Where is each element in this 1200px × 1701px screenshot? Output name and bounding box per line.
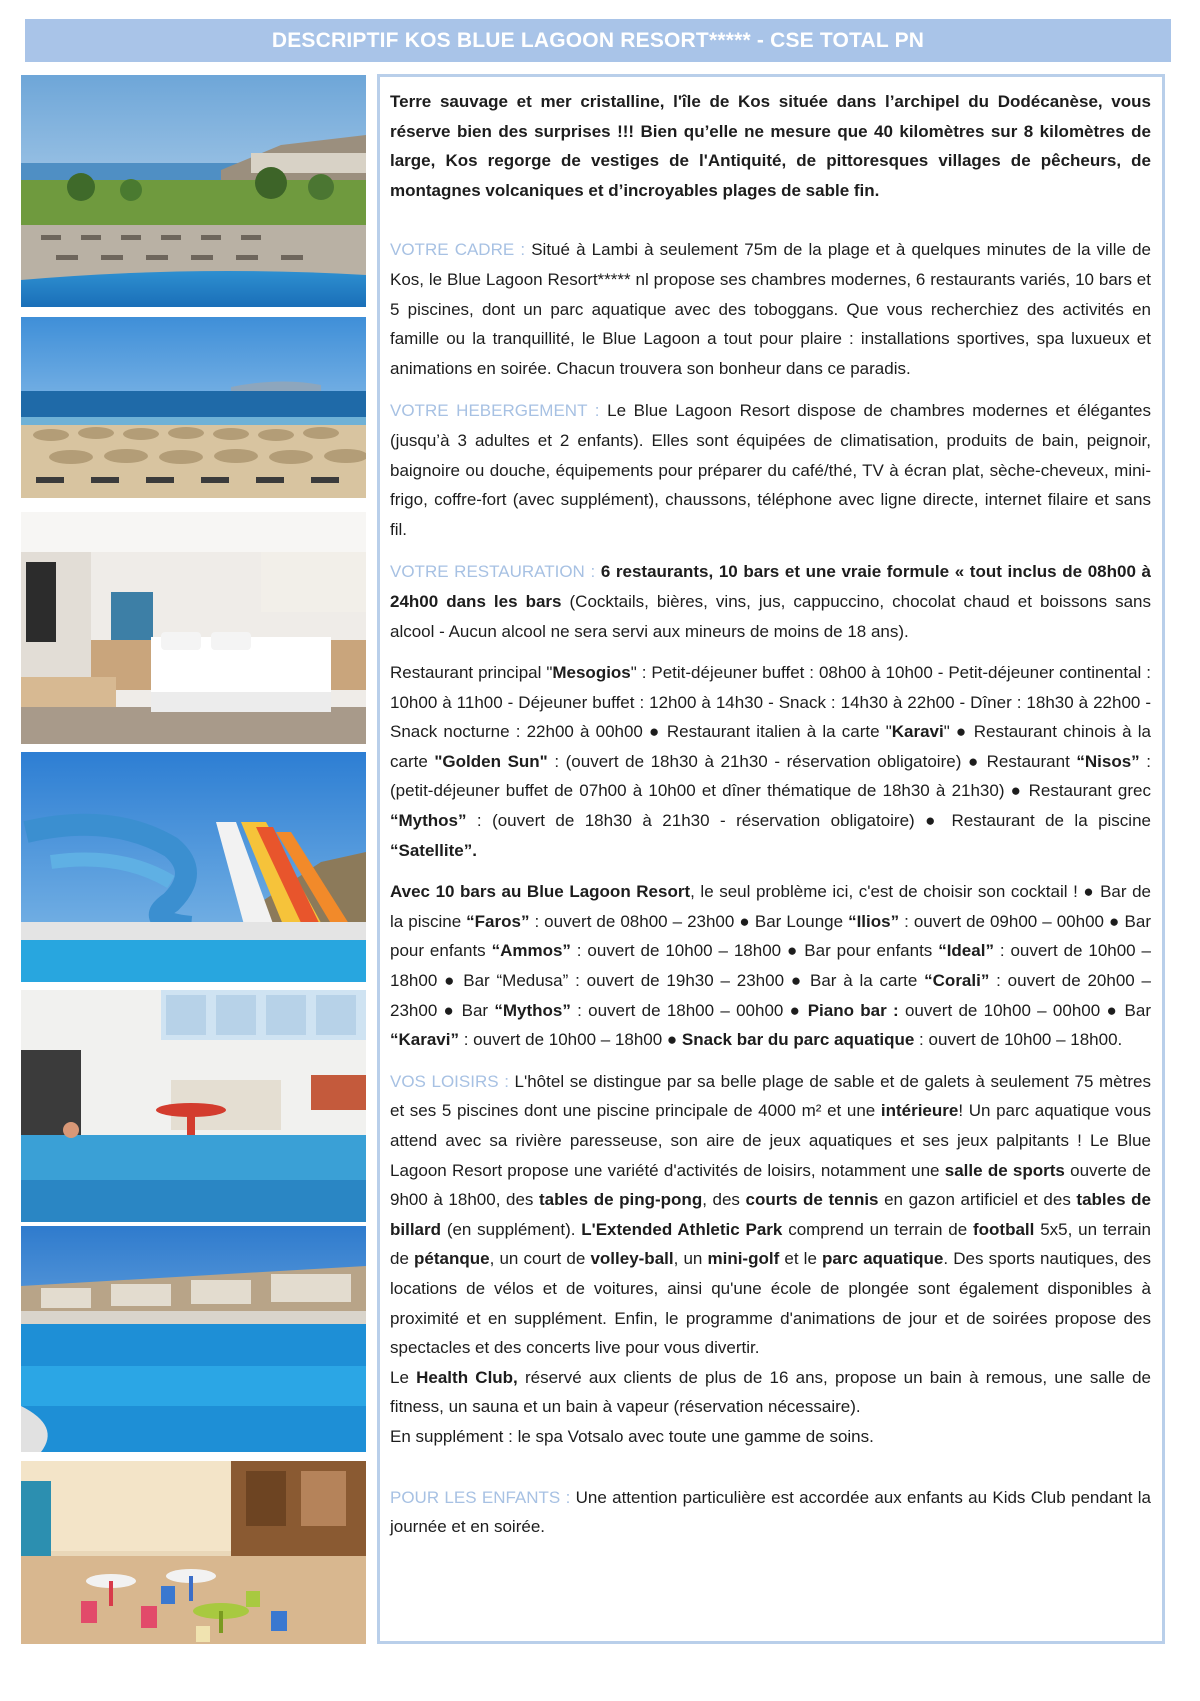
restaurants-text: : (ouvert de 18h30 à 21h30 - réservation obligatoire) ● Restaurant de la piscine (466, 811, 1151, 831)
loisirs-text: et le (779, 1249, 823, 1269)
restauration-bold-text: 6 restaurants, 10 bars et une vraie formule « tout inclus de 08h00 à 24h00 dans les bars (390, 562, 1151, 611)
bars-text: : ouvert de 10h00 – 18h00 ● (458, 1030, 682, 1050)
loisirs-text: (en supplément). (441, 1219, 582, 1239)
photo-indoor-pool (21, 990, 366, 1222)
cadre-section (390, 235, 1151, 383)
loisirs-label: VOS LOISIRS : (390, 1071, 509, 1091)
loisirs-highlight: parc aquatique (822, 1249, 944, 1269)
enfants-label: POUR LES ENFANTS : (390, 1487, 571, 1507)
loisirs-highlight: volley-ball (590, 1249, 674, 1269)
loisirs-highlight: L'Extended Athletic Park (581, 1219, 783, 1239)
loisirs-text: en gazon artificiel et des (878, 1190, 1077, 1210)
document-title: DESCRIPTIF KOS BLUE LAGOON RESORT***** - CSE TOTAL PN (25, 19, 1171, 62)
photo-resort-pool-view (21, 75, 366, 307)
restaurants-paragraph (390, 658, 1151, 865)
bar-corali: “Corali” (924, 971, 990, 991)
restaurants-text: " ● Restaurant chinois à la carte (390, 722, 1151, 771)
restaurants-text: : (petit-déjeuner buffet de 07h00 à 10h00 et dîner thématique de 18h30 à 21h30) ● Restaurant grec (390, 751, 1151, 801)
bars-intro: Avec 10 bars au Blue Lagoon Resort (390, 882, 691, 902)
restaurant-mesogios: Mesogios (552, 663, 631, 683)
loisirs-highlight: courts de tennis (745, 1190, 879, 1210)
loisirs-highlight: salle de sports (944, 1160, 1065, 1180)
loisirs-highlight: tables de ping-pong (539, 1190, 703, 1210)
health-text: réservé aux clients de plus de 16 ans, propose un bain à remous, une salle de fitness, un sauna et un bain à vapeur (réservation nécessaire). (390, 1367, 1151, 1417)
bars-text: , le seul problème ici, c'est de choisir son cocktail ! ● Bar de la piscine (390, 882, 1151, 931)
bar-faros: “Faros” (466, 911, 530, 931)
photo-water-slides (21, 752, 366, 982)
enfants-section (390, 1483, 1151, 1542)
bars-text: : ouvert de 09h00 – 00h00 ● Bar pour enfants (390, 911, 1151, 961)
restaurant-golden-sun: "Golden Sun" (434, 751, 548, 771)
health-club-paragraph (390, 1363, 1151, 1422)
photo-hotel-room (21, 512, 366, 744)
photo-kids-club (21, 1461, 366, 1644)
restaurants-text: " : Petit-déjeuner buffet : 08h00 à 10h00 - Petit-déjeuner continental : 10h00 à 11h00 - Déjeuner buffet : 12h00 à 14h30 - Snack : 14h30 à 22h00 - Dîner : 18h30 à 22h00 - Snack nocturne : 22h00 à 00h00 ● Restaurant italien à la carte " (390, 663, 1151, 742)
loisirs-text: , des (702, 1190, 746, 1210)
restaurant-satellite: “Satellite”. (390, 840, 477, 860)
restaurants-text: : (ouvert de 18h30 à 21h30 - réservation obligatoire) ● Restaurant (547, 751, 1077, 771)
health-text: Le (390, 1367, 417, 1387)
loisirs-text: , un court de (489, 1249, 591, 1269)
spa-paragraph: En supplément : le spa Votsalo avec toute une gamme de soins. (390, 1426, 874, 1446)
bars-text: : ouvert de 08h00 – 23h00 ● Bar Lounge (529, 911, 849, 931)
bar-ilios: “Ilios” (848, 911, 900, 931)
loisirs-highlight: pétanque (414, 1249, 490, 1269)
restaurant-nisos: “Nisos” (1076, 751, 1140, 771)
photo-outdoor-pool (21, 1226, 366, 1452)
loisirs-highlight: football (973, 1219, 1035, 1239)
restaurant-mythos: “Mythos” (390, 811, 467, 831)
loisirs-highlight: mini-golf (707, 1249, 780, 1269)
enfants-text: Une attention particulière est accordée aux enfants au Kids Club pendant la journée et en soirée. (390, 1487, 1151, 1537)
loisirs-text: . Des sports nautiques, des locations de vélos et de voitures, ainsi qu'une école de plongée sont également disponibles à proximité et en supplément. Enfin, le programme d'animations de jour et de soirées propose des spectacles et des concerts live pour vous divertir. (390, 1249, 1151, 1358)
bars-text: : ouvert de 10h00 – 18h00 ● Bar pour enfants (570, 941, 939, 961)
cadre-label: VOTRE CADRE : (390, 240, 526, 260)
bars-text: : ouvert de 10h00 – 18h00. (914, 1030, 1123, 1050)
restauration-section (390, 557, 1151, 646)
loisirs-text: , un (673, 1249, 708, 1269)
bar-karavi: “Karavi” (390, 1030, 459, 1050)
hebergement-label: VOTRE HEBERGEMENT : (390, 401, 600, 421)
loisirs-text: ! Un parc aquatique vous attend avec sa rivière paresseuse, son aire de jeux aquatiques et ses jeux palpitants ! Le Blue Lagoon Resort propose une variété d'activités de loisirs, notamment une (390, 1101, 1151, 1180)
restaurants-text: Restaurant principal " (390, 663, 553, 683)
bar-mythos: “Mythos” (494, 1000, 571, 1020)
health-club-label: Health Club, (416, 1367, 518, 1387)
bar-ammos: “Ammos” (491, 941, 571, 961)
restaurant-karavi: Karavi (891, 722, 944, 742)
bars-paragraph (390, 877, 1151, 1055)
loisirs-section (390, 1067, 1151, 1363)
loisirs-highlight: intérieure (880, 1101, 959, 1121)
bar-snack-parc: Snack bar du parc aquatique (681, 1030, 915, 1050)
loisirs-text: 5x5, un terrain de (390, 1219, 1152, 1269)
bars-text: ouvert de 10h00 – 00h00 ● Bar (898, 1000, 1151, 1020)
bars-text: : ouvert de 18h00 – 00h00 ● (570, 1000, 808, 1020)
loisirs-text: ouverte de 9h00 à 18h00, des (390, 1160, 1151, 1210)
cadre-text: Situé à Lambi à seulement 75m de la plage et à quelques minutes de la ville de Kos, le Blue Lagoon Resort***** nl propose ses chambres modernes, 6 restaurants variés, 10 bars et 5 piscines, dont un parc aquatique avec des toboggans. Que vous recherchiez des activités en famille ou la tranquillité, le Blue Lagoon a tout pour plaire : installations sportives, spa luxueux et animations en soirée. Chacun trouvera son bonheur dans ce paradis. (390, 240, 1151, 378)
restauration-text: (Cocktails, bières, vins, jus, cappuccino, chocolat chaud et boissons sans alcool - Aucun alcool ne sera servi aux mineurs de moins de 18 ans). (390, 591, 1152, 641)
hebergement-section (390, 396, 1151, 544)
loisirs-text: L'hôtel se distingue par sa belle plage de sable et de galets à seulement 75 mètres et ses 5 piscines dont une piscine principale de 4000 m² et une (390, 1071, 1151, 1121)
bar-piano: Piano bar : (807, 1000, 899, 1020)
loisirs-highlight: tables de billard (390, 1190, 1151, 1239)
photo-beach-umbrellas (21, 317, 366, 498)
bar-ideal: “Ideal” (938, 941, 994, 961)
bars-text: : ouvert de 10h00 – 18h00 ● Bar “Medusa” : ouvert de 19h30 – 23h00 ● Bar à la carte (390, 941, 1151, 991)
intro-paragraph: Terre sauvage et mer cristalline, l'île de Kos située dans l’archipel du Dodécanèse, vous réserve bien des surprises !!! Bien qu’elle ne mesure que 40 kilomètres sur 8 kilomètres de large, Kos regorge de vestiges de l'Antiquité, de pittoresques villages de pêcheurs, de montagnes volcaniques et d’incroyables plages de sable fin. (390, 92, 1151, 200)
loisirs-text: comprend un terrain de (782, 1219, 973, 1239)
restauration-label: VOTRE RESTAURATION : (390, 562, 596, 582)
hebergement-text: Le Blue Lagoon Resort dispose de chambres modernes et élégantes (jusqu’à 3 adultes et 2 enfants). Elles sont équipées de climatisation, produits de bain, peignoir, baignoire ou douche, équipements pour préparer du café/thé, TV à écran plat, sèche-cheveux, mini-frigo, coffre-fort (avec supplément), chaussons, téléphone avec ligne directe, internet filaire et sans fil. (390, 401, 1152, 539)
bars-text: : ouvert de 20h00 – 23h00 ● Bar (390, 971, 1151, 1020)
description-text-box (377, 74, 1165, 1644)
